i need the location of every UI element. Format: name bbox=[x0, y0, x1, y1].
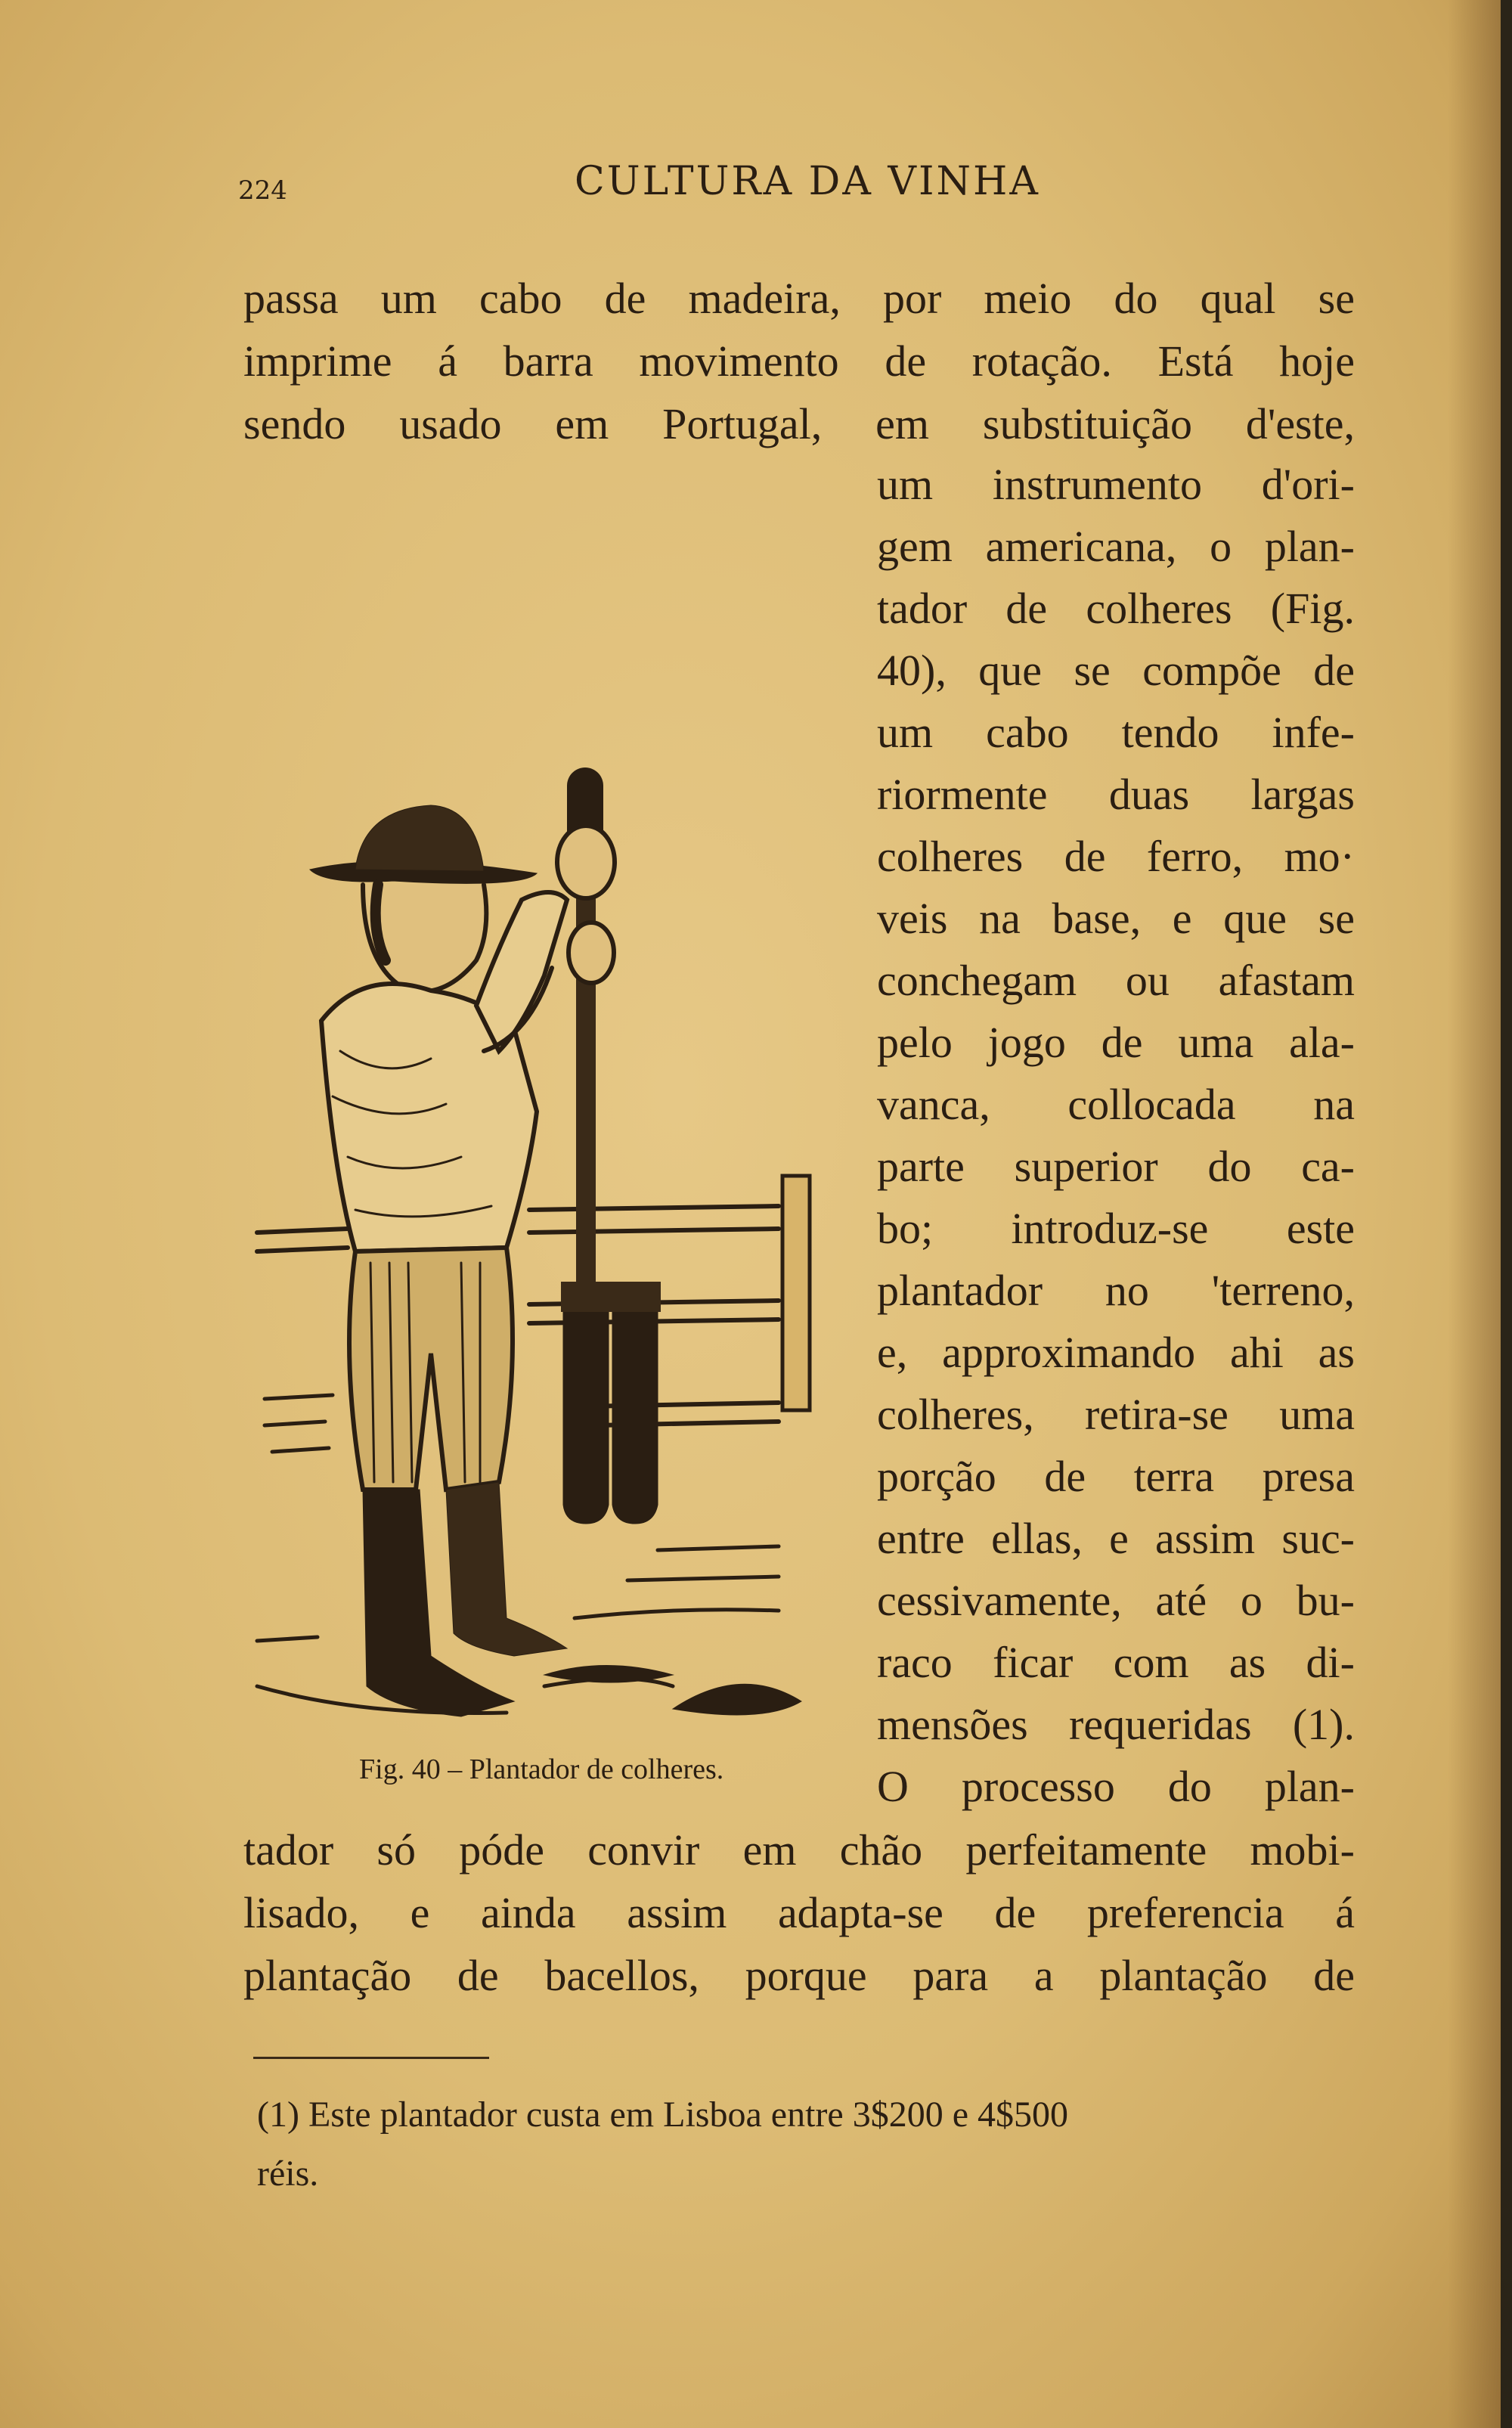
page-edge-shadow bbox=[1448, 0, 1501, 2428]
text-line: gem americana, o plan- bbox=[877, 522, 1355, 571]
text-line: colheres, retira-se uma bbox=[877, 1390, 1355, 1439]
text-line: O processo do plan- bbox=[877, 1762, 1355, 1811]
text-line: tador só póde convir em chão perfeitamente mobi- bbox=[243, 1825, 1355, 1874]
page-number: 224 bbox=[238, 175, 287, 206]
text-line: plantador no 'terreno, bbox=[877, 1266, 1355, 1315]
engraving-illustration bbox=[249, 507, 824, 1739]
text-line: lisado, e ainda assim adapta-se de preferencia á bbox=[243, 1888, 1355, 1937]
text-line: pelo jogo de uma ala- bbox=[877, 1018, 1355, 1067]
footnote-line: réis. bbox=[257, 2154, 319, 2194]
text-line: parte superior do ca- bbox=[877, 1142, 1355, 1191]
text-line: colheres de ferro, mo· bbox=[877, 832, 1355, 881]
text-line: vanca, collocada na bbox=[877, 1080, 1355, 1129]
figure-caption: Fig. 40 – Plantador de colheres. bbox=[359, 1754, 724, 1785]
text-line: raco ficar com as di- bbox=[877, 1638, 1355, 1687]
text-line: imprime á barra movimento de rotação. Está hoje bbox=[243, 336, 1355, 386]
text-line: cessivamente, até o bu- bbox=[877, 1576, 1355, 1625]
text-line: sendo usado em Portugal, em substituição d'este, bbox=[243, 399, 1355, 448]
footnote-divider bbox=[253, 2057, 489, 2059]
text-line: passa um cabo de madeira, por meio do qual se bbox=[243, 274, 1355, 323]
text-line: tador de colheres (Fig. bbox=[877, 584, 1355, 633]
text-line: riormente duas largas bbox=[877, 770, 1355, 819]
running-title: CULTURA DA VINHA bbox=[575, 159, 1040, 204]
text-line: um cabo tendo infe- bbox=[877, 708, 1355, 757]
footnote-line: (1) Este plantador custa em Lisboa entre 3$200 e 4$500 bbox=[257, 2095, 1069, 2135]
text-line: conchegam ou afastam bbox=[877, 956, 1355, 1005]
text-line: 40), que se compõe de bbox=[877, 646, 1355, 695]
text-line: mensões requeridas (1). bbox=[877, 1700, 1355, 1749]
text-line: entre ellas, e assim suc- bbox=[877, 1514, 1355, 1563]
text-line: um instrumento d'ori- bbox=[877, 460, 1355, 509]
text-line: porção de terra presa bbox=[877, 1452, 1355, 1501]
text-line: e, approximando ahi as bbox=[877, 1328, 1355, 1377]
text-line: bo; introduz-se este bbox=[877, 1204, 1355, 1253]
running-head bbox=[238, 159, 1357, 212]
text-line: veis na base, e que se bbox=[877, 894, 1355, 943]
text-line: plantação de bacellos, porque para a plantação de bbox=[243, 1951, 1355, 2000]
